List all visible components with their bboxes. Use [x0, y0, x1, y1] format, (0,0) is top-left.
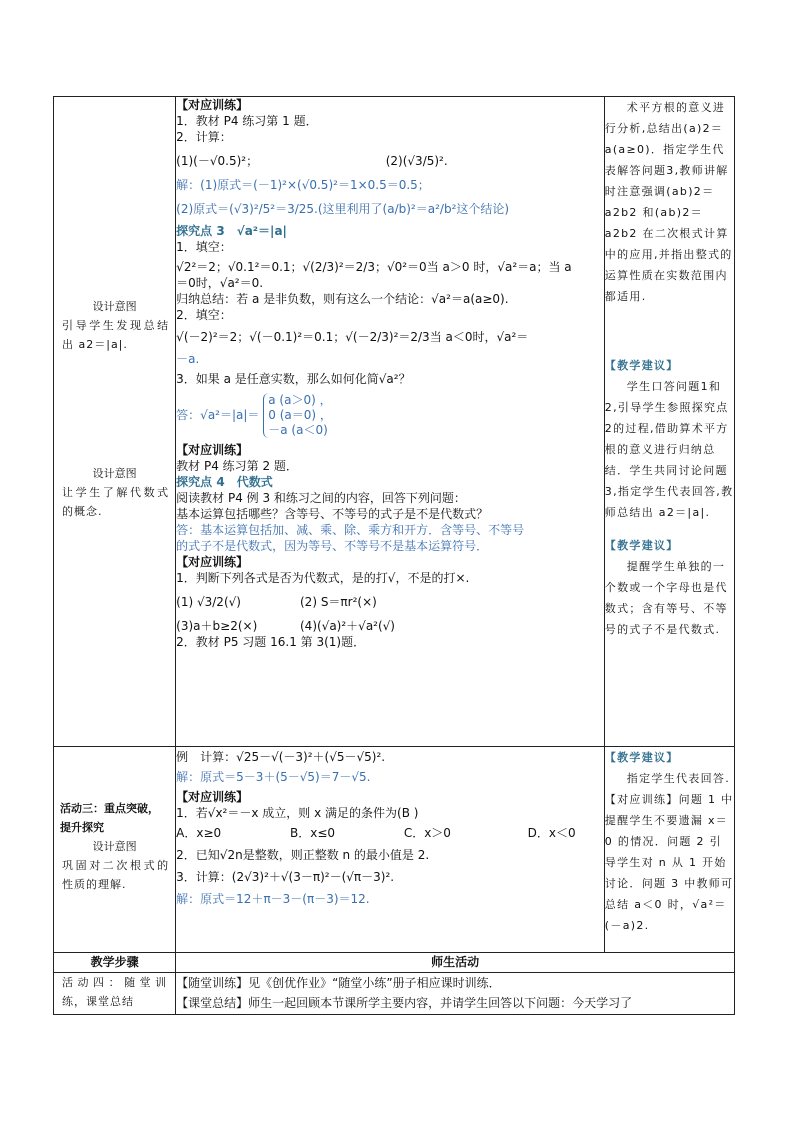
teacher-student-activity-cell [176, 747, 605, 953]
text-line: 基本运算包括哪些？含等号、不等号的式子是不是代数式？ [176, 507, 489, 521]
option-b: B．x≤0 [290, 826, 336, 840]
suggestion-text: 提醒学生单独的一个数或一个字母也是代数式；含有等号、不等号的式子不是代数式. [604, 560, 728, 636]
table-row [54, 747, 735, 953]
text-line: 1．判断下列各式是否为代数式，是的打√，不是的打×. [176, 571, 470, 585]
drill-heading: 【对应训练】 [176, 98, 249, 112]
text-line: 教材 P4 练习第 2 题． [176, 459, 298, 473]
option-c: C．x＞0 [403, 826, 451, 840]
question-line: 1．若√x²＝－x 成立，则 x 满足的条件为(B ) [176, 806, 419, 820]
solution-line: 解：原式＝5－3＋(5－√5)＝7－√5. [176, 770, 371, 784]
question-line: 3．计算：(2√3)²＋√(3－π)²－(√π－3)². [176, 870, 395, 884]
design-intent-label: 设计意图 [92, 840, 137, 853]
judge-item: (3)a＋b≥2(×) [176, 619, 258, 633]
answer-lead: 答：√a²＝|a|＝ [176, 408, 260, 422]
suggestion-heading: 【教学建议】 [604, 359, 679, 372]
case-line: －a (a＜0) [268, 423, 328, 437]
option-a: A．x≥0 [176, 826, 222, 840]
suggestion-heading: 【教学建议】 [604, 751, 679, 764]
table-row [54, 973, 735, 1015]
teacher-student-activity-cell [176, 973, 735, 1015]
suggestion-heading: 【教学建议】 [604, 539, 679, 552]
column-header: 师生活动 [176, 953, 735, 973]
design-intent-label: 设计意图 [92, 467, 137, 480]
summary-line: 归纳总结：若 a 是非负数，则有这么一个结论：√a²＝a(a≥0). [176, 292, 509, 306]
design-intent-text: 引导学生发现总结出 a2＝|a|. [62, 319, 170, 351]
teacher-student-activity-cell [176, 97, 605, 747]
text-line: 1．教材 P4 练习第 1 题． [176, 114, 318, 128]
activity-cell: 活动四：随堂训练，课堂总结 [54, 973, 176, 1015]
table-row [54, 953, 735, 973]
suggestion-text: 术平方根的意义进行分析,总结出(a)2＝a(a≥0)．指定学生代表解答问题3,教师讲解时注意强调(ab)2＝a2b2 和(ab)2＝a2b2 在二次根式计算中的应用,并指出整式的运算性质在实数范围内都适用. [604, 101, 733, 303]
fill-line: ＝0时，√a²＝0. [176, 276, 264, 290]
piecewise-brace [263, 393, 332, 438]
lesson-plan-table [53, 96, 735, 1015]
design-intent-cell [54, 97, 176, 747]
text-line: 2．计算： [176, 130, 232, 144]
teaching-suggestion-cell [604, 97, 734, 747]
section-heading: 探究点 4 代数式 [176, 475, 273, 489]
fill-line: √(－2)²＝2；√(－0.1)²＝0.1；√(－2/3)²＝2/3当 a＜0时，√a²＝ [176, 330, 529, 344]
table-row [54, 97, 735, 747]
case-line: a (a＞0) ， [268, 393, 332, 407]
answer-line: 答：基本运算包括加、减、乘、除、乘方和开方．含等号、不等号 [176, 523, 525, 537]
drill-heading: 【对应训练】 [176, 790, 249, 804]
answer-line: 的式子不是代数式，因为等号、不等号不是基本运算符号． [176, 539, 489, 553]
solution-line: (2)原式＝(√3)²/5²＝3/25.(这里利用了(a/b)²＝a²/b²这个结论) [176, 202, 510, 216]
drill-heading: 【对应训练】 [176, 443, 249, 457]
case-line: 0 (a＝0) ， [268, 408, 332, 422]
design-intent-text: 让学生了解代数式的概念. [62, 486, 170, 518]
activity-title: 提升探究 [60, 821, 104, 834]
teaching-suggestion-cell [604, 747, 734, 953]
text-line: 1．填空： [176, 240, 232, 254]
drill-heading: 【对应训练】 [176, 555, 249, 569]
design-intent-text: 巩固对二次根式的性质的理解. [62, 859, 170, 891]
question-line: 3．如果 a 是任意实数，那么如何化简√a²？ [176, 372, 411, 386]
activity-cell [54, 747, 176, 953]
math-expression: (2)(√3/5)². [385, 154, 448, 168]
fill-line: √2²＝2；√0.1²＝0.1；√(2/3)²＝2/3；√0²＝0当 a＞0 时，√a²＝a；当 a [176, 260, 572, 274]
text-line: 【随堂训练】见《创优作业》“随堂小练”册子相应课时训练． [176, 976, 501, 990]
design-intent-label: 设计意图 [92, 300, 137, 313]
option-d: D．x＜0 [527, 826, 576, 840]
text-line: 2．教材 P5 习题 16.1 第 3(1)题． [176, 635, 366, 649]
question-line: 2．已知√2n是整数，则正整数 n 的最小值是 2. [176, 848, 430, 862]
column-header: 教学步骤 [54, 953, 176, 973]
judge-item: (1) √3/2(√) [176, 595, 241, 609]
suggestion-text: 学生口答问题1和2,引导学生参照探究点2的过程,借助算术平方根的意义进行归纳总结．学生共同讨论问题3,指定学生代表回答,教师总结出 a2＝|a|. [604, 380, 734, 519]
judge-item: (4)(√a)²＋√a²(√) [300, 619, 395, 633]
section-heading: 探究点 3 √a²＝|a| [176, 224, 287, 238]
suggestion-text: 指定学生代表回答.【对应训练】问题 1 中提醒学生不要遗漏 x＝0 的情况．问题 2 引导学生对 n 从 1 开始讨论．问题 3 中教师可总结 a＜0 时，√a²＝(－a)2. [604, 772, 734, 932]
text-line: 【课堂总结】师生一起回顾本节课所学主要内容，并请学生回答以下问题：今天学习了 [176, 996, 633, 1010]
example-line: 例 计算：√25－√(－3)²＋(√5－√5)². [176, 750, 386, 764]
text-line: 2．填空： [176, 308, 232, 322]
solution-line: 解：原式＝12＋π－3－(π－3)＝12. [176, 892, 370, 906]
solution-line: 解：(1)原式＝(－1)²×(√0.5)²＝1×0.5＝0.5； [176, 178, 430, 192]
math-expression: (1)(－√0.5)²； [176, 154, 259, 168]
activity-title: 活动三：重点突破， [60, 802, 159, 815]
text-line: 阅读教材 P4 例 3 和练习之间的内容，回答下列问题： [176, 491, 466, 505]
answer-line: －a. [176, 352, 200, 366]
judge-item: (2) S＝πr²(×) [300, 595, 377, 609]
